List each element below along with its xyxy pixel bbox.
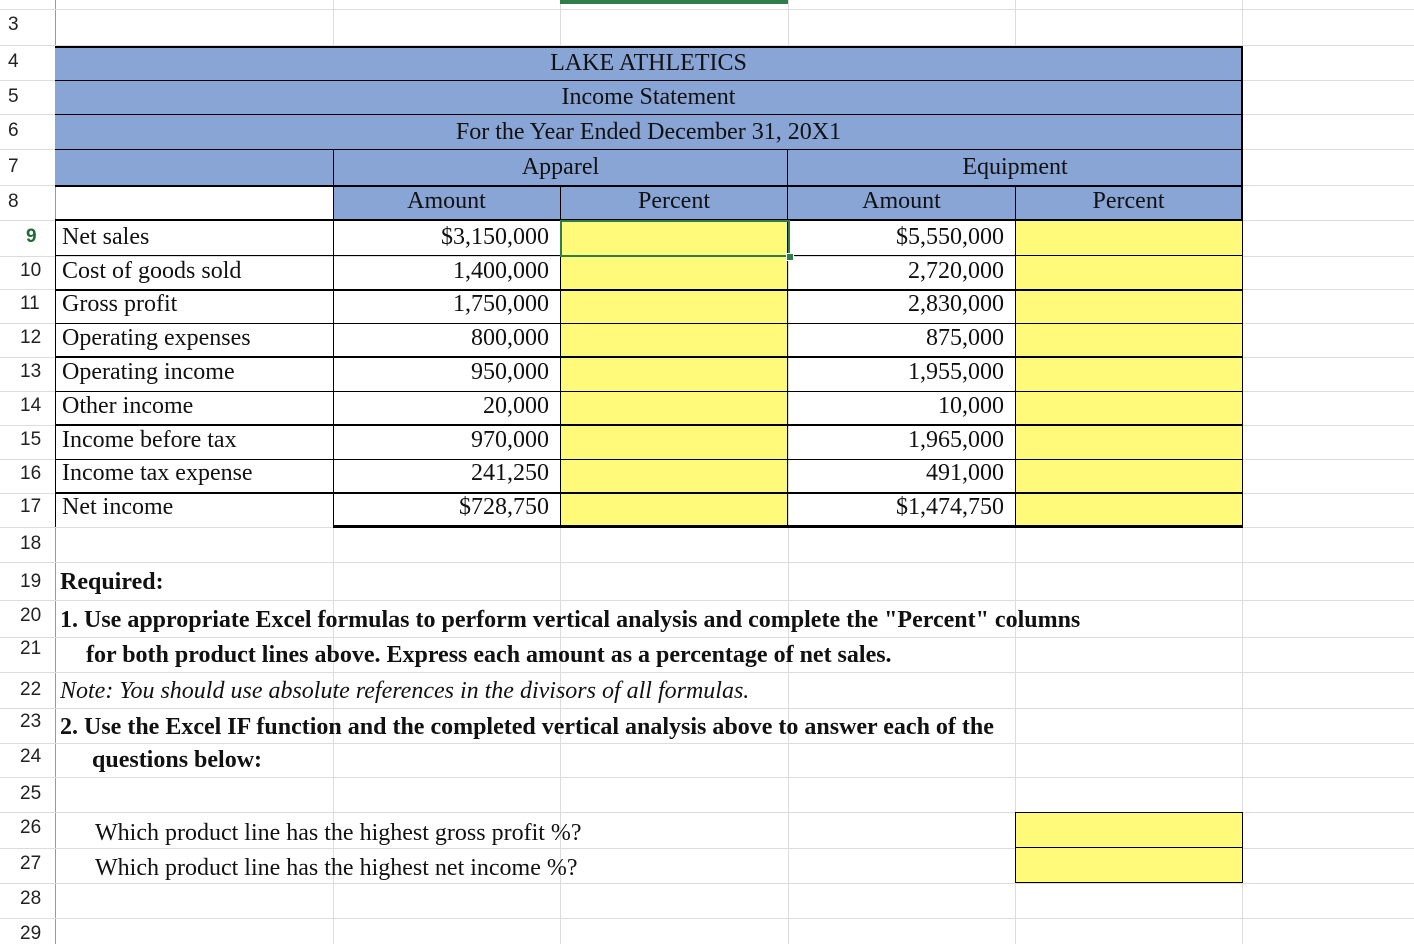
instruction-2-line-1: 2. Use the Excel IF function and the completed vertical analysis above to answer each of the — [60, 714, 994, 740]
apparel-gross-profit: 1,750,000 — [453, 291, 549, 317]
row-label-net-income: Net income — [62, 494, 174, 520]
apparel-net-income: $728,750 — [459, 494, 549, 520]
row-number[interactable]: 23 — [20, 711, 42, 732]
statement-period: For the Year Ended December 31, 20X1 — [455, 119, 842, 145]
apparel-percent-header: Percent — [638, 188, 710, 214]
equipment-operating-income: 1,955,000 — [908, 359, 1004, 385]
apparel-income-tax-expense: 241,250 — [471, 460, 549, 486]
apparel-operating-income: 950,000 — [471, 359, 549, 385]
row-number[interactable]: 16 — [20, 463, 42, 484]
equipment-operating-expenses: 875,000 — [926, 325, 1004, 351]
apparel-income-before-tax: 970,000 — [471, 427, 549, 453]
row-number[interactable]: 7 — [8, 156, 19, 177]
apparel-header: Apparel — [521, 154, 600, 180]
row-number[interactable]: 17 — [20, 496, 42, 517]
column-selection-indicator — [560, 0, 788, 4]
answer-net-income-input[interactable] — [1016, 848, 1242, 882]
equipment-amount-header: Amount — [862, 188, 941, 214]
question-net-income: Which product line has the highest net income %? — [95, 855, 578, 881]
row-number[interactable]: 3 — [8, 14, 19, 35]
row-number[interactable]: 6 — [8, 120, 19, 141]
apparel-cogs: 1,400,000 — [453, 258, 549, 284]
row-number[interactable]: 4 — [8, 51, 19, 72]
row-number-active[interactable]: 9 — [26, 226, 37, 247]
equipment-net-sales: $5,550,000 — [896, 224, 1004, 250]
row-number[interactable]: 27 — [20, 853, 42, 874]
row-number[interactable]: 25 — [20, 783, 42, 804]
row-number[interactable]: 28 — [20, 888, 42, 909]
instruction-2-line-2: questions below: — [92, 747, 263, 773]
row-number[interactable]: 19 — [20, 571, 42, 592]
question-gross-profit: Which product line has the highest gross profit %? — [95, 820, 582, 846]
row-label-gross-profit: Gross profit — [62, 291, 178, 317]
required-heading: Required: — [60, 569, 164, 595]
equipment-income-before-tax: 1,965,000 — [908, 427, 1004, 453]
row-label-operating-income: Operating income — [62, 359, 235, 385]
row-label-income-tax-expense: Income tax expense — [62, 460, 253, 486]
answer-gross-profit-input[interactable] — [1016, 813, 1242, 847]
row-number[interactable]: 21 — [20, 638, 42, 659]
apparel-other-income: 20,000 — [483, 393, 549, 419]
row-number[interactable]: 13 — [20, 361, 42, 382]
apparel-percent-input-column[interactable] — [561, 221, 788, 527]
row-number[interactable]: 18 — [20, 533, 42, 554]
row-label-net-sales: Net sales — [62, 224, 150, 250]
row-number[interactable]: 5 — [8, 86, 19, 107]
row-label-cogs: Cost of goods sold — [62, 258, 242, 284]
instruction-note: Note: You should use absolute references in the divisors of all formulas. — [60, 678, 750, 704]
equipment-net-income: $1,474,750 — [896, 494, 1004, 520]
apparel-amount-header: Amount — [407, 188, 486, 214]
equipment-header: Equipment — [962, 154, 1068, 180]
row-number[interactable]: 12 — [20, 327, 42, 348]
row-number[interactable]: 15 — [20, 429, 42, 450]
row-number[interactable]: 14 — [20, 395, 42, 416]
row-number[interactable]: 22 — [20, 679, 42, 700]
instruction-1-line-1: 1. Use appropriate Excel formulas to perform vertical analysis and complete the "Percent" columns — [60, 607, 1081, 633]
statement-title: Income Statement — [561, 84, 736, 110]
apparel-operating-expenses: 800,000 — [471, 325, 549, 351]
equipment-income-tax-expense: 491,000 — [926, 460, 1004, 486]
equipment-other-income: 10,000 — [938, 393, 1004, 419]
company-name: LAKE ATHLETICS — [550, 50, 747, 76]
instruction-1-line-2: for both product lines above. Express each amount as a percentage of net sales. — [86, 642, 892, 668]
row-label-income-before-tax: Income before tax — [62, 427, 237, 453]
row-number[interactable]: 20 — [20, 605, 42, 626]
row-label-operating-expenses: Operating expenses — [62, 325, 251, 351]
row-label-other-income: Other income — [62, 393, 194, 419]
apparel-net-sales: $3,150,000 — [441, 224, 549, 250]
equipment-percent-header: Percent — [1092, 188, 1165, 214]
row-number[interactable]: 24 — [20, 746, 42, 767]
active-cell-selection[interactable] — [560, 220, 790, 257]
equipment-gross-profit: 2,830,000 — [908, 291, 1004, 317]
row-number[interactable]: 8 — [8, 191, 19, 212]
equipment-percent-input-column[interactable] — [1016, 221, 1242, 527]
row-number[interactable]: 11 — [20, 293, 40, 314]
row-number[interactable]: 10 — [20, 260, 42, 281]
equipment-cogs: 2,720,000 — [908, 258, 1004, 284]
row-number[interactable]: 29 — [20, 923, 42, 944]
row-number[interactable]: 26 — [20, 817, 42, 838]
